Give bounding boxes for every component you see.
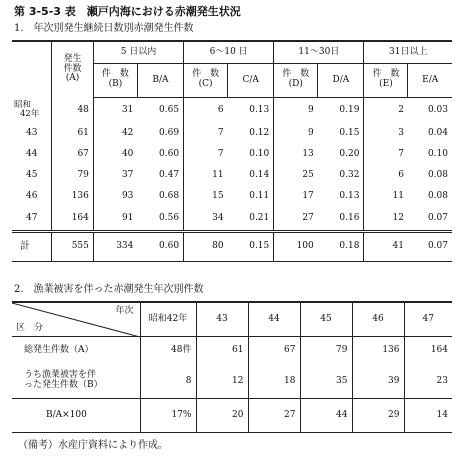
year-header: 46 <box>352 302 404 336</box>
cell-ba: 0.56 <box>137 207 183 231</box>
cell-da: 0.16 <box>318 207 364 231</box>
cell-ca: 0.11 <box>228 186 274 207</box>
cell-e: 6 <box>398 170 404 181</box>
cell-ca: 0.14 <box>228 165 274 186</box>
cell-b: 31 <box>121 105 134 116</box>
subheader-count: 件 数 (E) <box>364 63 408 97</box>
duration-table <box>12 40 452 262</box>
cell: 12 <box>196 364 248 398</box>
cell-da: 0.18 <box>318 231 364 261</box>
cell-ea: 0.07 <box>408 231 452 261</box>
cell: 44 <box>300 398 352 432</box>
section2-heading: 2. 漁業被害を伴った赤潮発生年次別件数 <box>14 284 204 295</box>
table-row <box>12 123 452 144</box>
cell-ea: 0.10 <box>427 149 448 160</box>
cell-e: 12 <box>392 213 404 224</box>
cell-da: 0.15 <box>318 123 364 144</box>
cell: 20 <box>196 398 248 432</box>
cell-c: 11 <box>212 170 224 181</box>
cell-b: 37 <box>121 170 134 181</box>
subheader-ratio: D/A <box>318 63 364 97</box>
cell: 136 <box>352 336 404 364</box>
cell-ba: 0.60 <box>137 231 183 261</box>
cell-ea: 0.03 <box>427 105 448 116</box>
cell: 61 <box>196 336 248 364</box>
group-header: 11〜30日 <box>274 41 364 63</box>
group-header: 5 日以内 <box>93 41 183 63</box>
corner-bottom-label: 区 分 <box>16 322 44 333</box>
cell-a: 79 <box>52 165 94 186</box>
cell: 27 <box>248 398 300 432</box>
cell: 8 <box>140 364 196 398</box>
row-label: B/A×100 <box>12 398 140 432</box>
cell-c: 15 <box>212 191 224 202</box>
subheader-count: 件 数 (C) <box>184 63 228 97</box>
year-header: 47 <box>404 302 452 336</box>
section1-heading: 1. 年次別発生継続日数別赤潮発生件数 <box>14 23 194 34</box>
cell: 39 <box>352 364 404 398</box>
cell: 79 <box>300 336 352 364</box>
cell-b: 91 <box>121 213 134 224</box>
group-header: 31日以上 <box>364 41 452 63</box>
row-year: 47 <box>26 213 38 224</box>
cell-c: 7 <box>217 149 224 160</box>
corner-top-label: 年次 <box>115 306 134 316</box>
corner-header <box>12 302 140 336</box>
cell-a: 67 <box>52 144 94 165</box>
subheader-count: 件 数 (D) <box>274 63 318 97</box>
cell-d: 17 <box>302 191 314 202</box>
cell-a: 48 <box>52 97 94 123</box>
cell-ba: 0.47 <box>137 165 183 186</box>
cell-a: 61 <box>52 123 94 144</box>
total-row <box>12 231 452 261</box>
subheader-count: 件 数 (B) <box>93 63 137 97</box>
cell: 23 <box>436 375 448 386</box>
cell-ca: 0.21 <box>228 207 274 231</box>
total-label: 計 <box>12 231 52 261</box>
cell-ea: 0.08 <box>427 170 448 181</box>
row-label: うち漁業被害を伴 った発生件数（B） <box>12 364 140 398</box>
cell-da: 0.32 <box>318 165 364 186</box>
damage-table <box>12 301 452 433</box>
cell-e: 11 <box>392 191 404 202</box>
cell-c: 34 <box>212 213 224 224</box>
cell-b: 40 <box>121 149 134 160</box>
table-row <box>12 364 452 398</box>
row-year: 45 <box>26 170 38 181</box>
subheader-ratio: E/A <box>408 63 452 97</box>
cell-ca: 0.10 <box>228 144 274 165</box>
cell-d: 9 <box>308 105 314 116</box>
cell-a: 164 <box>52 207 94 231</box>
cell-ba: 0.68 <box>137 186 183 207</box>
cell-e: 2 <box>398 105 404 116</box>
year-header: 43 <box>196 302 248 336</box>
cell-ca: 0.15 <box>228 231 274 261</box>
cell-ba: 0.69 <box>137 123 183 144</box>
cell-b: 93 <box>121 191 134 202</box>
col-total-header: 発生 件数 (A) <box>52 41 94 97</box>
row-year: 46 <box>26 191 38 202</box>
table-row <box>12 336 452 364</box>
row-year: 44 <box>26 149 38 160</box>
table-title: 第 3-5-3 表 瀬戸内海における赤潮発生状況 <box>14 5 241 18</box>
cell-e: 3 <box>398 128 404 139</box>
cell-da: 0.19 <box>318 97 364 123</box>
cell-d: 27 <box>302 213 314 224</box>
cell-ca: 0.13 <box>228 97 274 123</box>
cell-b: 42 <box>121 128 134 139</box>
subheader-ratio: B/A <box>137 63 183 97</box>
cell-c: 7 <box>217 128 224 139</box>
year-header: 45 <box>300 302 352 336</box>
cell-ea: 0.07 <box>427 213 448 224</box>
cell-da: 0.20 <box>318 144 364 165</box>
cell: 67 <box>248 336 300 364</box>
table-row <box>12 186 452 207</box>
cell-ba: 0.65 <box>137 97 183 123</box>
table-row <box>12 165 452 186</box>
cell: 14 <box>404 398 452 432</box>
cell-a: 136 <box>52 186 94 207</box>
cell-e: 7 <box>398 149 404 160</box>
subheader-ratio: C/A <box>228 63 274 97</box>
row-label: 総発生件数（A） <box>12 336 140 364</box>
cell-e: 41 <box>364 231 408 261</box>
cell-c: 6 <box>217 105 224 116</box>
row-year: 昭和 42年 <box>14 99 40 119</box>
cell-b: 334 <box>93 231 137 261</box>
cell-ca: 0.12 <box>228 123 274 144</box>
table-row <box>12 398 452 432</box>
cell-d: 13 <box>302 149 314 160</box>
row-year: 43 <box>26 128 38 139</box>
cell-ea: 0.04 <box>427 128 448 139</box>
cell-d: 25 <box>302 170 314 181</box>
cell-da: 0.13 <box>318 186 364 207</box>
cell-d: 100 <box>274 231 318 261</box>
cell-d: 9 <box>308 128 314 139</box>
cell-a: 555 <box>52 231 94 261</box>
table-row <box>12 144 452 165</box>
cell: 18 <box>248 364 300 398</box>
cell-ba: 0.60 <box>137 144 183 165</box>
cell: 29 <box>352 398 404 432</box>
year-header: 44 <box>248 302 300 336</box>
source-note: （備考）水産庁資料により作成。 <box>18 440 168 451</box>
group-header: 6〜10 日 <box>184 41 274 63</box>
cell-ea: 0.08 <box>427 191 448 202</box>
table-row <box>12 207 452 231</box>
cell: 35 <box>300 364 352 398</box>
table-row <box>12 97 452 123</box>
cell: 164 <box>404 336 452 364</box>
cell-c: 80 <box>184 231 228 261</box>
cell: 17% <box>140 398 196 432</box>
cell: 48件 <box>140 336 196 364</box>
year-header: 昭和42年 <box>140 302 196 336</box>
